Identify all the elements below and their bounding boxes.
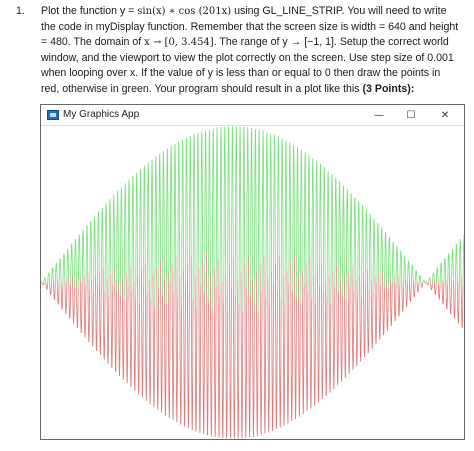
app-window bbox=[40, 104, 465, 440]
question-line-6: red, otherwise in green. Your program should result in a plot like this (3 Points): bbox=[41, 83, 415, 95]
question-line-4: window, and the viewport to view the plot correctly on the screen. Use step size of 0.001 bbox=[41, 51, 454, 64]
app-icon bbox=[47, 110, 59, 120]
minimize-button[interactable]: — bbox=[374, 109, 384, 121]
question-line-2: the code in myDisplay function. Remember that the screen size is width = 640 and height bbox=[41, 20, 459, 33]
maximize-button[interactable]: ☐ bbox=[406, 109, 416, 121]
plot-canvas bbox=[41, 126, 464, 439]
close-button[interactable]: ✕ bbox=[440, 109, 450, 121]
title-bar[interactable] bbox=[41, 105, 464, 126]
question-number: 1. bbox=[16, 5, 25, 17]
plot-svg bbox=[41, 126, 464, 439]
question-line-1: Plot the function y = sin(x) ∗ cos (201x) using GL_LINE_STRIP. You will need to write bbox=[41, 5, 447, 17]
question-line-5: when looping over x. If the value of y is less than or equal to 0 then draw the points in bbox=[41, 67, 441, 80]
question-line-3: = 480. The domain of x → [0, 3.454]. The range of y → [−1, 1]. Setup the correct world bbox=[41, 36, 449, 49]
window-title: My Graphics App bbox=[63, 109, 140, 120]
